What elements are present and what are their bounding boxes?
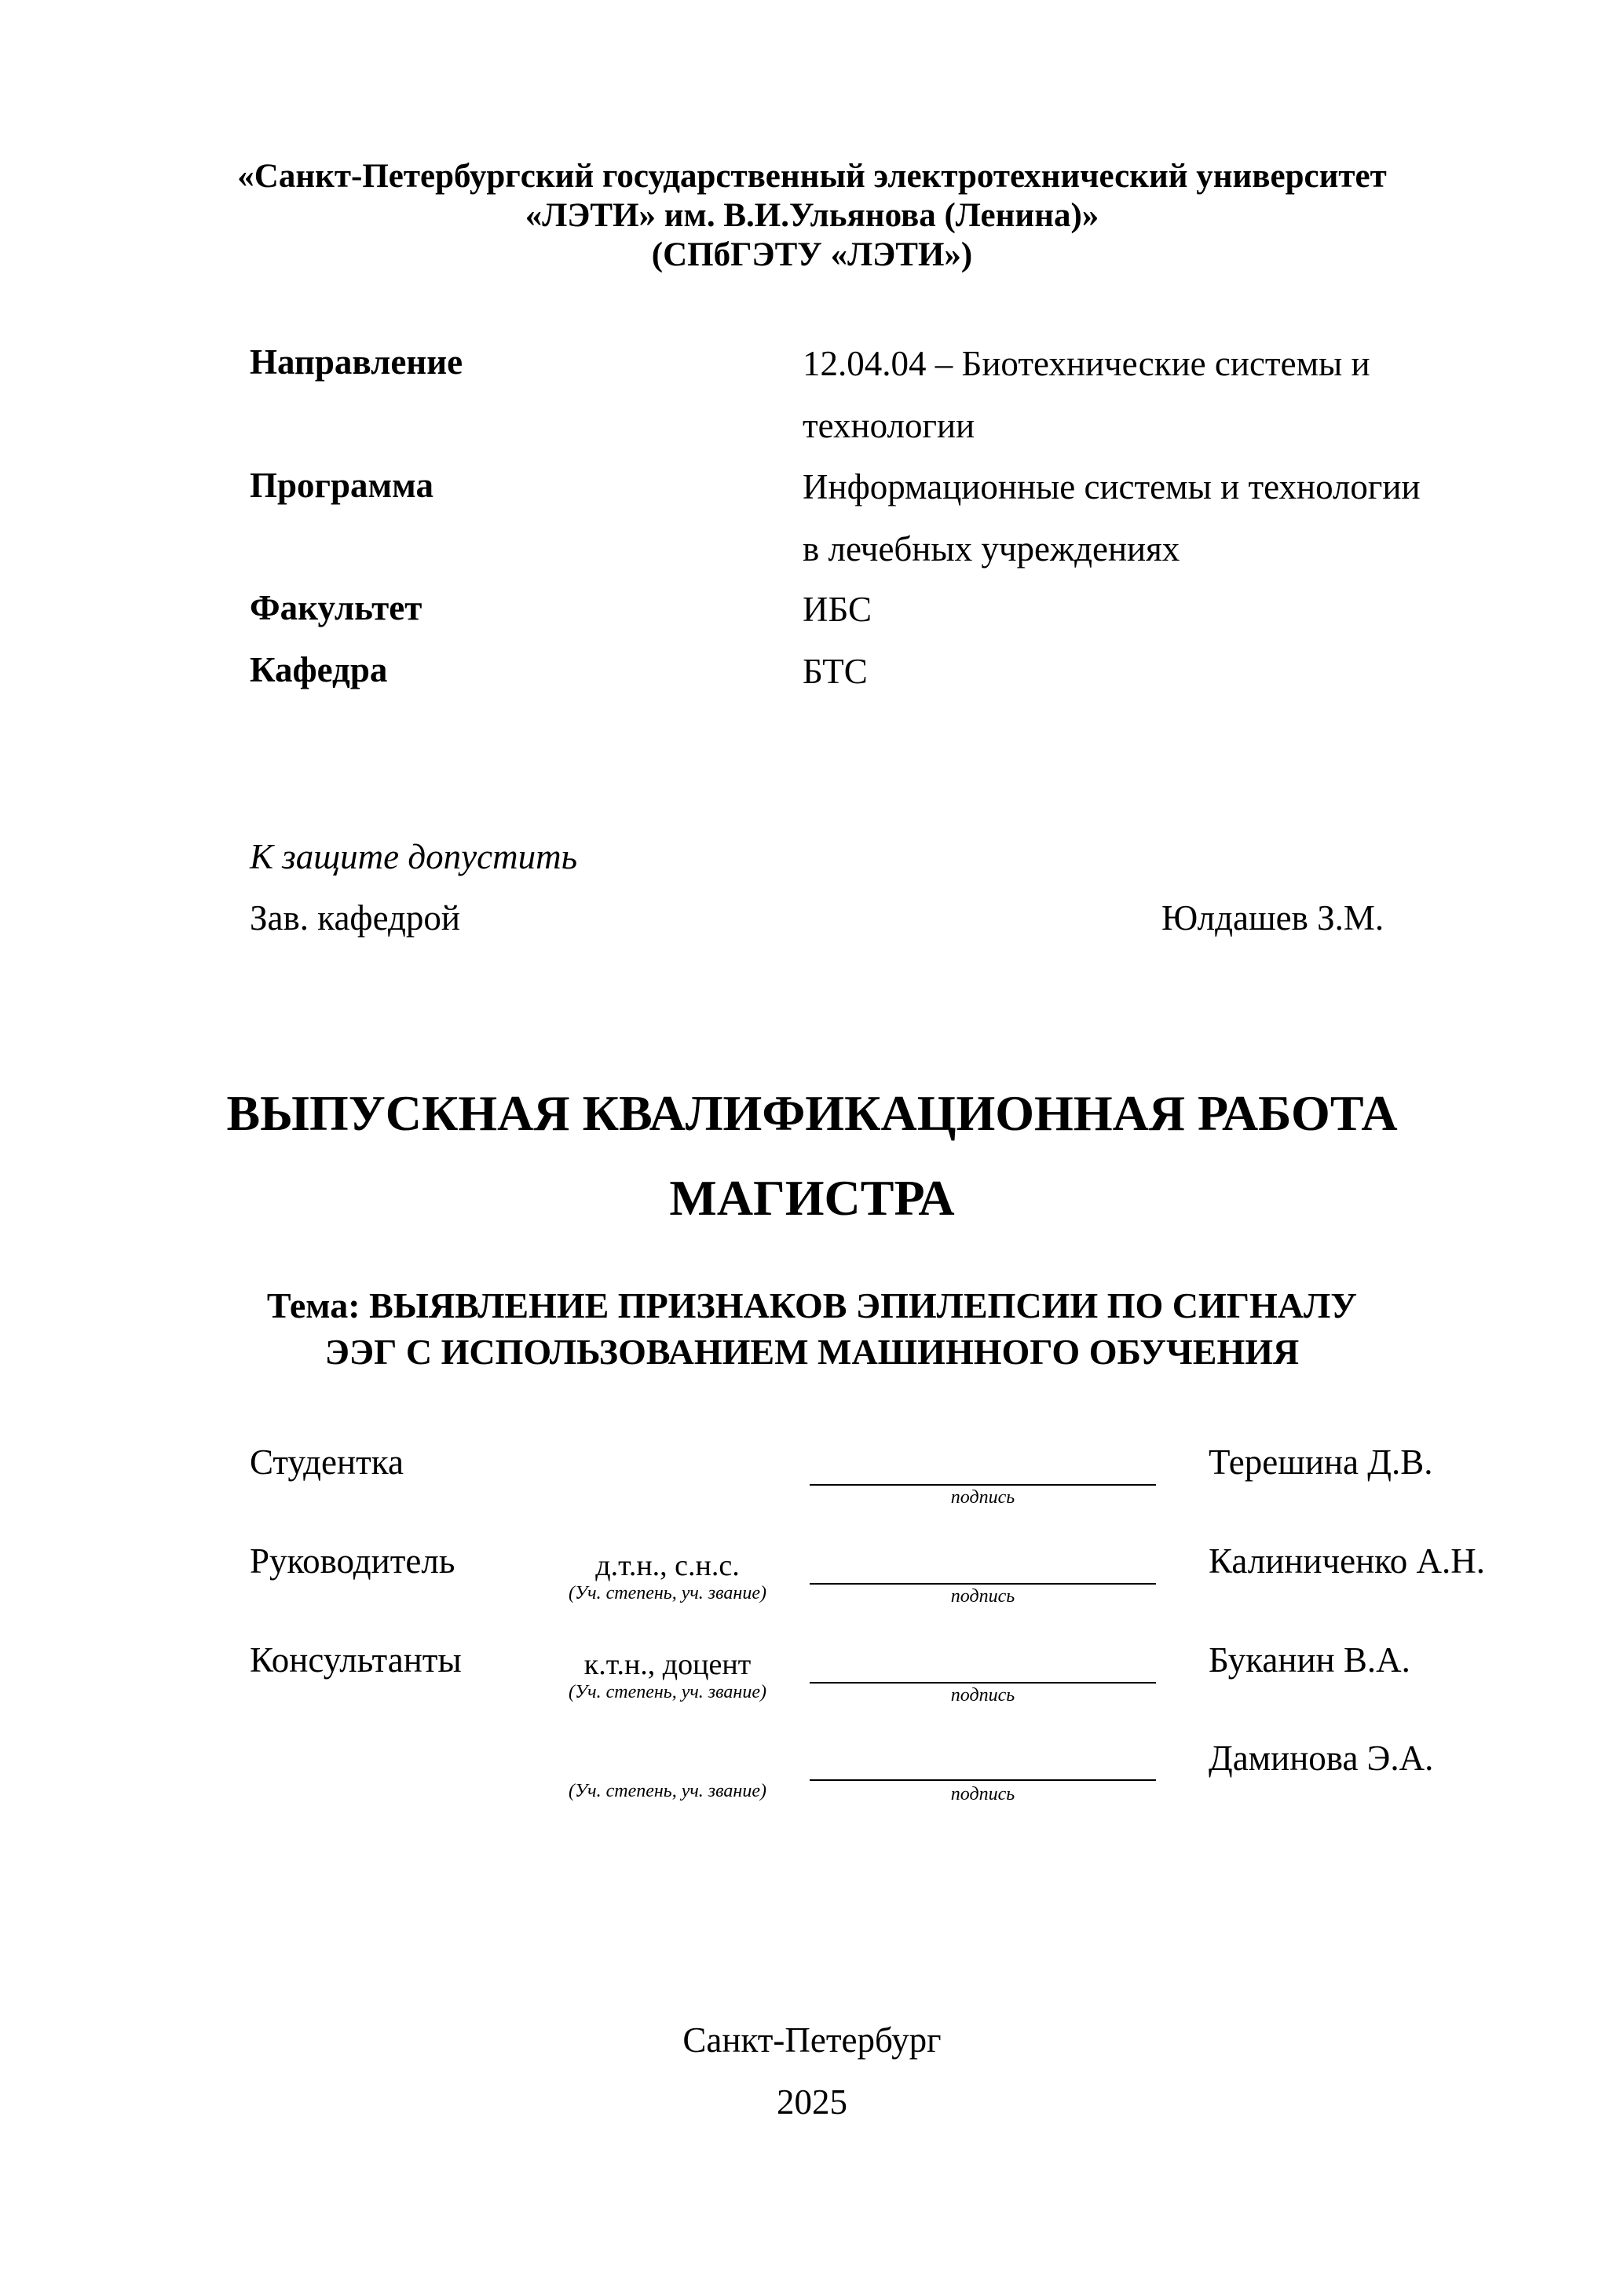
info-label-program: Программа [250,466,433,505]
info-value-line: в лечебных учреждениях [803,529,1180,569]
thesis-title-line-2: МАГИСТРА [669,1170,955,1226]
thesis-title-line-1: ВЫПУСКНАЯ КВАЛИФИКАЦИОННАЯ РАБОТА [226,1085,1398,1141]
approval-role: Зав. кафедрой [250,898,460,938]
degree-caption: (Уч. степень, уч. звание) [569,1682,766,1702]
signature-line [810,1682,1156,1684]
signature-caption: подпись [950,1586,1015,1607]
university-header [0,157,1624,275]
signature-role-supervisor: Руководитель [250,1541,455,1581]
info-value-program [803,456,1525,580]
info-label-faculty: Факультет [250,588,422,627]
approval-heading: К защите допустить [250,837,578,876]
degree-caption: (Уч. степень, уч. звание) [569,1583,766,1603]
signature-name-consultant-2: Даминова Э.А. [1209,1738,1434,1778]
university-line-3: (СПбГЭТУ «ЛЭТИ») [651,236,973,273]
footer-year: 2025 [777,2082,847,2122]
signature-line [810,1484,1156,1486]
info-value-direction [803,333,1525,457]
signature-line [810,1583,1156,1585]
signature-caption: подпись [950,1487,1015,1508]
info-value-department: БТС [803,652,868,691]
info-value-line: технологии [803,406,975,445]
approval-name: Юлдашев З.М. [1161,898,1384,938]
university-line-2: «ЛЭТИ» им. В.И.Ульянова (Ленина)» [525,197,1099,234]
footer-city: Санкт-Петербург [682,2020,942,2060]
thesis-topic-line-1: Тема: ВЫЯВЛЕНИЕ ПРИЗНАКОВ ЭПИЛЕПСИИ ПО СИГНАЛУ [266,1285,1358,1325]
thesis-topic-line-2: ЭЭГ С ИСПОЛЬЗОВАНИЕМ МАШИННОГО ОБУЧЕНИЯ [324,1332,1300,1372]
signature-name-student: Терешина Д.В. [1209,1442,1433,1482]
thesis-topic [0,1282,1624,1375]
signature-name-consultant-1: Буканин В.А. [1209,1640,1410,1680]
info-value-faculty: ИБС [803,590,872,629]
university-line-1: «Санкт-Петербургский государственный электротехнический университет [237,158,1387,195]
signature-degree-consultant-1: к.т.н., доцент [583,1648,752,1681]
signature-caption: подпись [950,1685,1015,1706]
signature-name-supervisor: Калиниченко А.Н. [1209,1541,1486,1581]
info-label-direction: Направление [250,342,463,382]
signature-role-student: Студентка [250,1442,404,1482]
signature-line [810,1779,1156,1781]
info-value-line: Информационные системы и технологии [803,467,1421,506]
signature-role-consultants: Консультанты [250,1640,462,1680]
signature-degree-supervisor: д.т.н., с.н.с. [595,1549,740,1582]
info-label-department: Кафедра [250,650,388,689]
thesis-title [0,1071,1624,1241]
info-value-line: 12.04.04 – Биотехнические системы и [803,344,1370,383]
degree-caption: (Уч. степень, уч. звание) [569,1781,766,1801]
signature-caption: подпись [950,1784,1015,1804]
